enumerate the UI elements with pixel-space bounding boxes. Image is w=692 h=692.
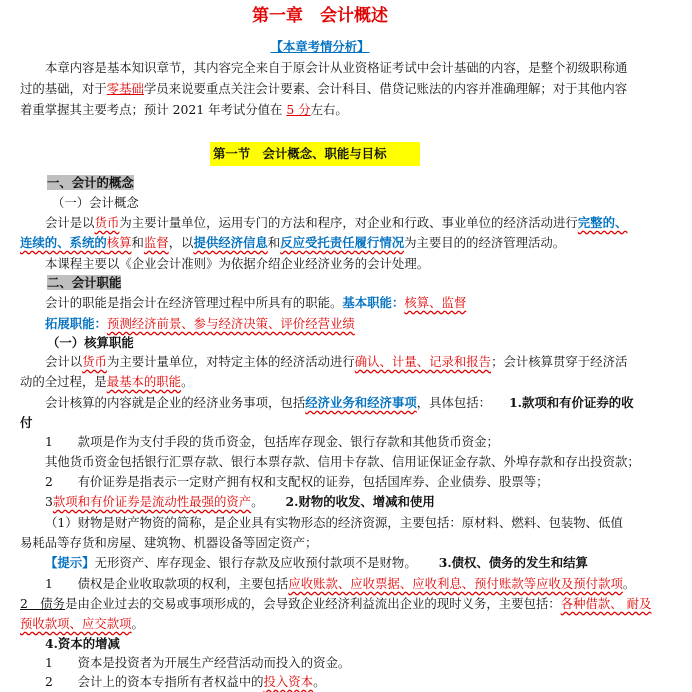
accounting-line-17: 2 会计上的资本专指所有者权益中的投入资本。 [45, 674, 326, 689]
zero-base-link[interactable]: 零基础 [106, 81, 144, 96]
accounting-line-13: 2 债务是由企业过去的交易或事项形成的，会导致企业经济利益流出企业的现时义务，主要包括：各种借款、 耐及 [20, 596, 652, 611]
accounting-line-7: 2 有价证券是指表示一定财产拥有权和支配权的证券，包括国库券、企业债券、股票等； [45, 474, 549, 489]
section-title: 第一节 会计概念、职能与目标 [213, 146, 387, 161]
accounting-line-8: 3款项和有价证券是流动性最强的资产。 2.财物的收发、增减和使用 [45, 494, 435, 509]
analysis-heading [0, 37, 640, 57]
accounting-line-4: 付 [20, 415, 33, 430]
intro-line-3: 着重掌握其主要考点；预计 2021 年考试分值在 5 分左右。 [20, 102, 348, 117]
accounting-line-2: 动的全过程，是最基本的职能。 [20, 374, 194, 389]
concept-line-3: 本课程主要以《企业会计准则》为依据介绍企业经济业务的会计处理。 [45, 256, 430, 271]
chapter-title: 第一章 会计概述 [252, 6, 388, 26]
intro-line-1: 本章内容是基本知识章节，其内容完全来自于原会计从业资格证考试中会计基础的内容，是整个初级职称通 [45, 60, 628, 75]
accounting-line-6: 其他货币资金包括银行汇票存款、银行本票存款、信用卡存款、信用证保证金存款、外埠存款和存出投资款； [45, 454, 640, 469]
sub-concept: （一）会计概念 [52, 195, 139, 210]
concept-line-2: 连续的、系统的核算和监督，以提供经济信息和反应受托责任履行情况为主要目的的经济管理活动。 [20, 235, 566, 250]
accounting-line-3: 会计核算的内容就是企业的经济业务事项，包括经济业务和经济事项，具体包括： 1.款项和有价证券的收 [45, 395, 634, 410]
tip-label: 【提示】 [45, 555, 95, 570]
heading-function: 二、会计职能 [47, 275, 122, 290]
analysis-heading-text: 【本章考情分析】 [270, 39, 370, 54]
function-line-2: 拓展职能：预测经济前景、参与经济决策、评价经营业绩 [45, 316, 355, 331]
score-value: 5 分 [286, 102, 311, 117]
accounting-line-16: 1 资本是投资者为开展生产经营活动而投入的资金。 [45, 655, 351, 670]
concept-line-1: 会计是以货币为主要计量单位，运用专门的方法和程序，对企业和行政、事业单位的经济活动进行完整的、 [45, 215, 628, 230]
accounting-line-14: 预收款项、应交款项。 [20, 616, 144, 631]
accounting-line-10: 易耗品等存货和房屋、建筑物、机器设备等固定资产； [20, 535, 318, 550]
accounting-line-15: 4.资本的增减 [45, 636, 120, 651]
sub-accounting: （一）核算职能 [47, 335, 134, 350]
intro-line-2: 过的基础，对于零基础学员来说要重点关注会计要素、会计科目、借贷记账法的内容并准确理解；对于其他内容 [20, 81, 628, 96]
function-line-1: 会计的职能是指会计在经济管理过程中所具有的职能。基本职能：核算、监督 [45, 295, 467, 310]
accounting-line-9: （1）财物是财产物资的简称，是企业具有实物形态的经济资源，主要包括：原材料、燃料、包装物、低值 [45, 515, 623, 530]
accounting-line-1: 会计以货币为主要计量单位，对特定主体的经济活动进行确认、计量、记录和报告；会计核算贯穿于经济活 [45, 354, 628, 369]
heading-concept: 一、会计的概念 [47, 175, 134, 190]
accounting-line-12: 1 债权是企业收取款项的权利，主要包括应收账款、应收票据、应收利息、预付账款等应收及预付款项。 [45, 576, 636, 591]
accounting-line-11: 【提示】无形资产、库存现金、银行存款及应收预付款项不是财物。 3.债权、债务的发生和结算 [45, 555, 588, 570]
accounting-line-5: 1 款项是作为支付手段的货币资金，包括库存现金、银行存款和其他货币资金； [45, 434, 499, 449]
